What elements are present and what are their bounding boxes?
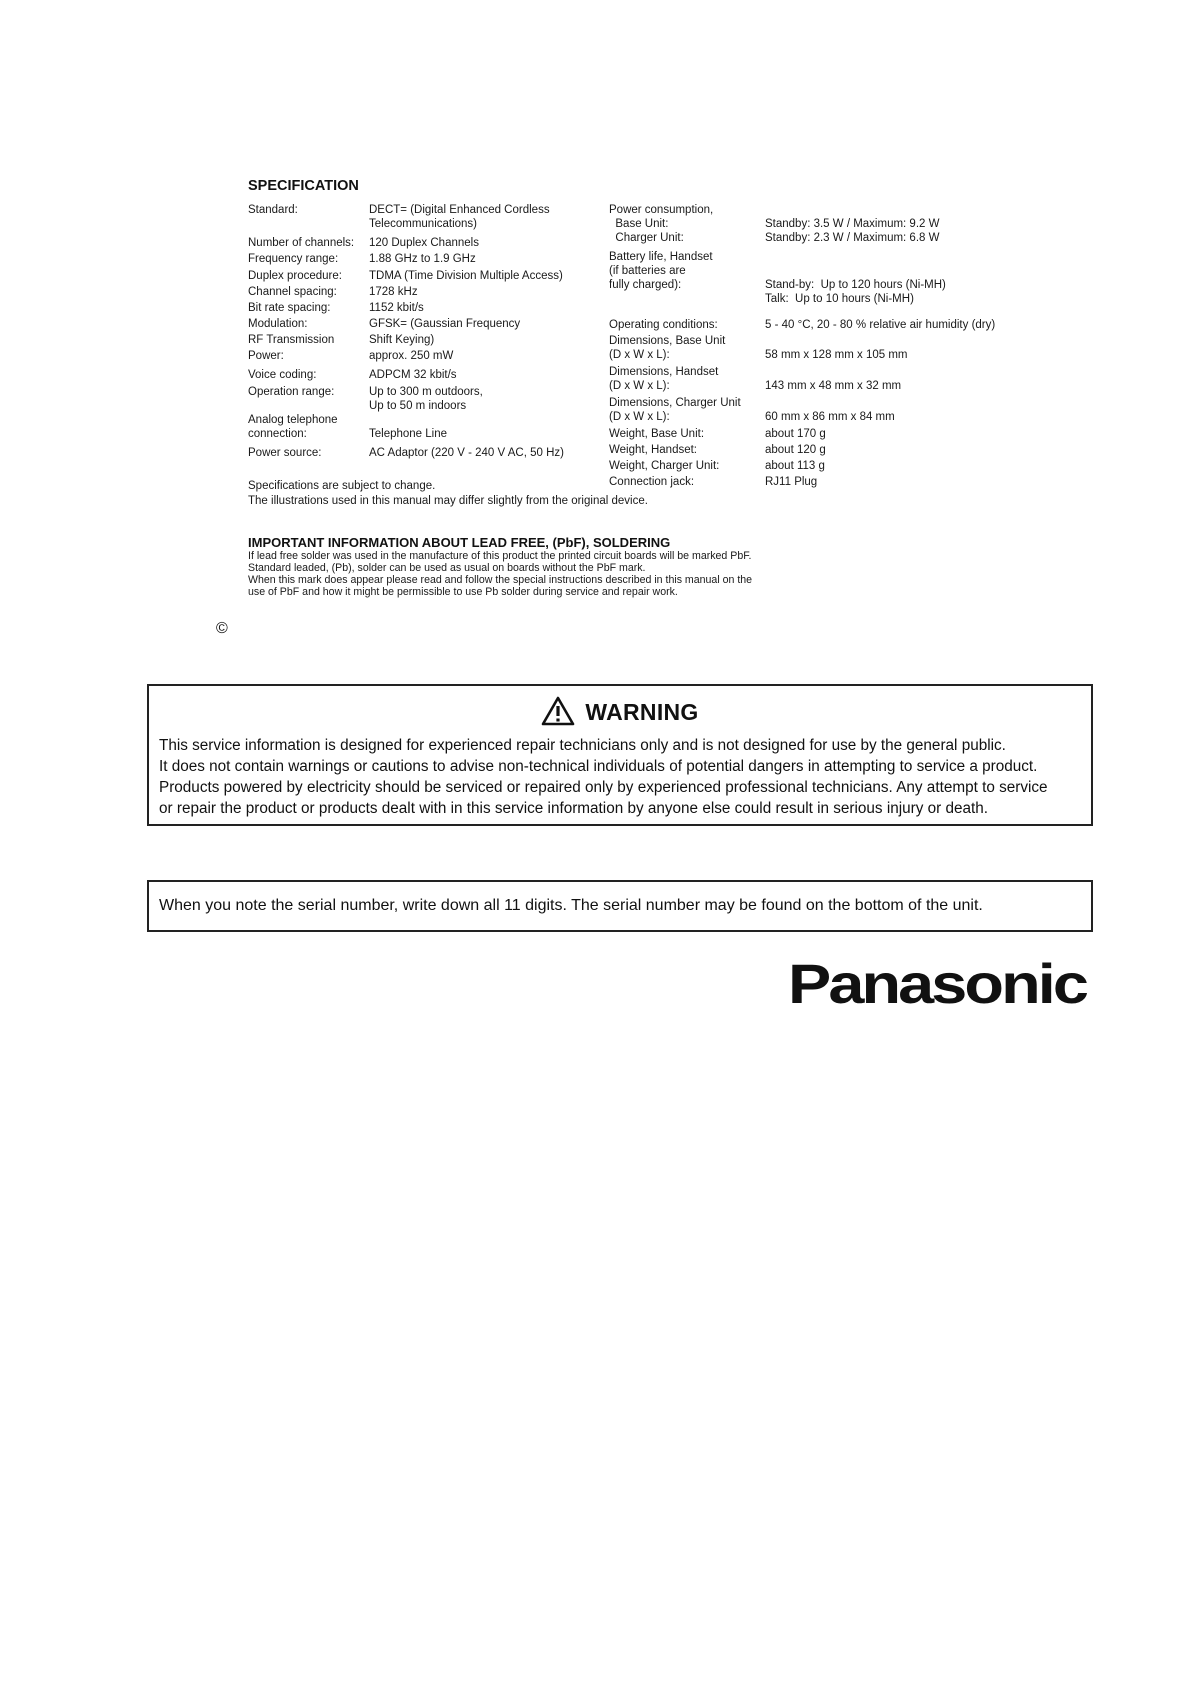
spec-label: Power:	[248, 350, 284, 362]
warning-heading-text: WARNING	[585, 699, 699, 725]
spec-value: 5 - 40 °C, 20 - 80 % relative air humidity (dry)	[765, 319, 996, 331]
spec-value: Standby: 3.5 W / Maximum: 9.2 W Standby: 2.3 W / Maximum: 6.8 W	[765, 218, 940, 244]
spec-note: Specifications are subject to change.	[248, 480, 436, 492]
spec-label: Modulation:	[248, 318, 308, 330]
lead-free-line: use of PbF and how it might be permissible to use Pb solder during service and repair work.	[248, 586, 678, 598]
spec-label: Channel spacing:	[248, 286, 337, 298]
spec-value: Up to 300 m outdoors, Up to 50 m indoors	[369, 386, 483, 412]
spec-label: Weight, Handset:	[609, 444, 698, 456]
spec-value: Shift Keying)	[369, 334, 435, 346]
spec-value: RJ11 Plug	[765, 476, 818, 488]
panasonic-wordmark	[788, 955, 1088, 1011]
lead-free-line: Standard leaded, (Pb), solder can be used as usual on boards without the PbF mark.	[248, 562, 646, 574]
spec-value: 58 mm x 128 mm x 105 mm	[765, 349, 908, 361]
spec-value: 1152 kbit/s	[369, 302, 424, 314]
spec-label: Dimensions, Base Unit (D x W x L):	[609, 335, 726, 361]
warning-line: Products powered by electricity should be serviced or repaired only by experienced professional technicians. Any attempt to service	[159, 779, 1048, 796]
spec-value: approx. 250 mW	[369, 350, 454, 362]
spec-value: 1.88 GHz to 1.9 GHz	[369, 253, 476, 265]
spec-right-column	[609, 203, 1029, 493]
spec-label: Frequency range:	[248, 253, 339, 265]
spec-value: 60 mm x 86 mm x 84 mm	[765, 411, 895, 423]
warning-triangle-icon	[541, 696, 575, 726]
warning-heading	[149, 696, 1091, 726]
spec-value: Telephone Line	[369, 428, 448, 440]
lead-free-line: When this mark does appear please read and follow the special instructions described in this manual on the	[248, 574, 753, 586]
copyright-symbol: ©	[216, 620, 228, 637]
spec-label: Standard:	[248, 204, 298, 216]
spec-label: Operating conditions:	[609, 319, 718, 331]
spec-label: Dimensions, Charger Unit (D x W x L):	[609, 397, 741, 423]
spec-value: GFSK= (Gaussian Frequency	[369, 318, 521, 330]
spec-value: DECT= (Digital Enhanced Cordless Telecommunications)	[369, 204, 550, 230]
spec-title: SPECIFICATION	[248, 178, 359, 194]
spec-label: Analog telephone connection:	[248, 414, 338, 440]
warning-line: or repair the product or products dealt with in this service information by anyone else could result in serious injury or death.	[159, 800, 989, 817]
spec-value: Stand-by: Up to 120 hours (Ni-MH) Talk: Up to 10 hours (Ni-MH)	[765, 279, 946, 305]
serial-note-text: When you note the serial number, write down all 11 digits. The serial number may be found on the bottom of the unit.	[159, 897, 983, 914]
spec-value: 143 mm x 48 mm x 32 mm	[765, 380, 902, 392]
serial-note-box	[147, 880, 1093, 932]
spec-value: about 113 g	[765, 460, 825, 472]
spec-value: 1728 kHz	[369, 286, 418, 298]
svg-text:Panasonic: Panasonic	[788, 955, 1088, 1011]
spec-value: AC Adaptor (220 V - 240 V AC, 50 Hz)	[369, 447, 564, 459]
spec-label: Power consumption, Base Unit: Charger Unit:	[609, 204, 714, 244]
spec-label: Number of channels:	[248, 237, 355, 249]
spec-value: TDMA (Time Division Multiple Access)	[369, 270, 563, 282]
spec-label: Voice coding:	[248, 369, 317, 381]
spec-label: Connection jack:	[609, 476, 695, 488]
spec-value: about 170 g	[765, 428, 826, 440]
spec-label: Bit rate spacing:	[248, 302, 331, 314]
panasonic-logo	[788, 955, 1088, 1016]
spec-note: The illustrations used in this manual may differ slightly from the original device.	[248, 495, 648, 507]
spec-label: Power source:	[248, 447, 322, 459]
spec-label: Duplex procedure:	[248, 270, 342, 282]
spec-left-column	[248, 203, 608, 493]
spec-label: Battery life, Handset (if batteries are fully charged):	[609, 251, 713, 291]
lead-free-title: IMPORTANT INFORMATION ABOUT LEAD FREE, (PbF), SOLDERING	[248, 535, 671, 550]
spec-label: Weight, Base Unit:	[609, 428, 705, 440]
spec-label: Operation range:	[248, 386, 335, 398]
lead-free-line: If lead free solder was used in the manufacture of this product the printed circuit boards will be marked PbF.	[248, 550, 752, 562]
spec-value: ADPCM 32 kbit/s	[369, 369, 457, 381]
spec-value: 120 Duplex Channels	[369, 237, 479, 249]
spec-label: RF Transmission	[248, 334, 335, 346]
spec-value: about 120 g	[765, 444, 826, 456]
warning-box	[147, 684, 1093, 826]
warning-line: This service information is designed for experienced repair technicians only and is not designed for use by the general public.	[159, 737, 1006, 754]
warning-line: It does not contain warnings or cautions to advise non-technical individuals of potential dangers in attempting to service a product.	[159, 758, 1038, 775]
spec-label: Weight, Charger Unit:	[609, 460, 720, 472]
spec-label: Dimensions, Handset (D x W x L):	[609, 366, 719, 392]
